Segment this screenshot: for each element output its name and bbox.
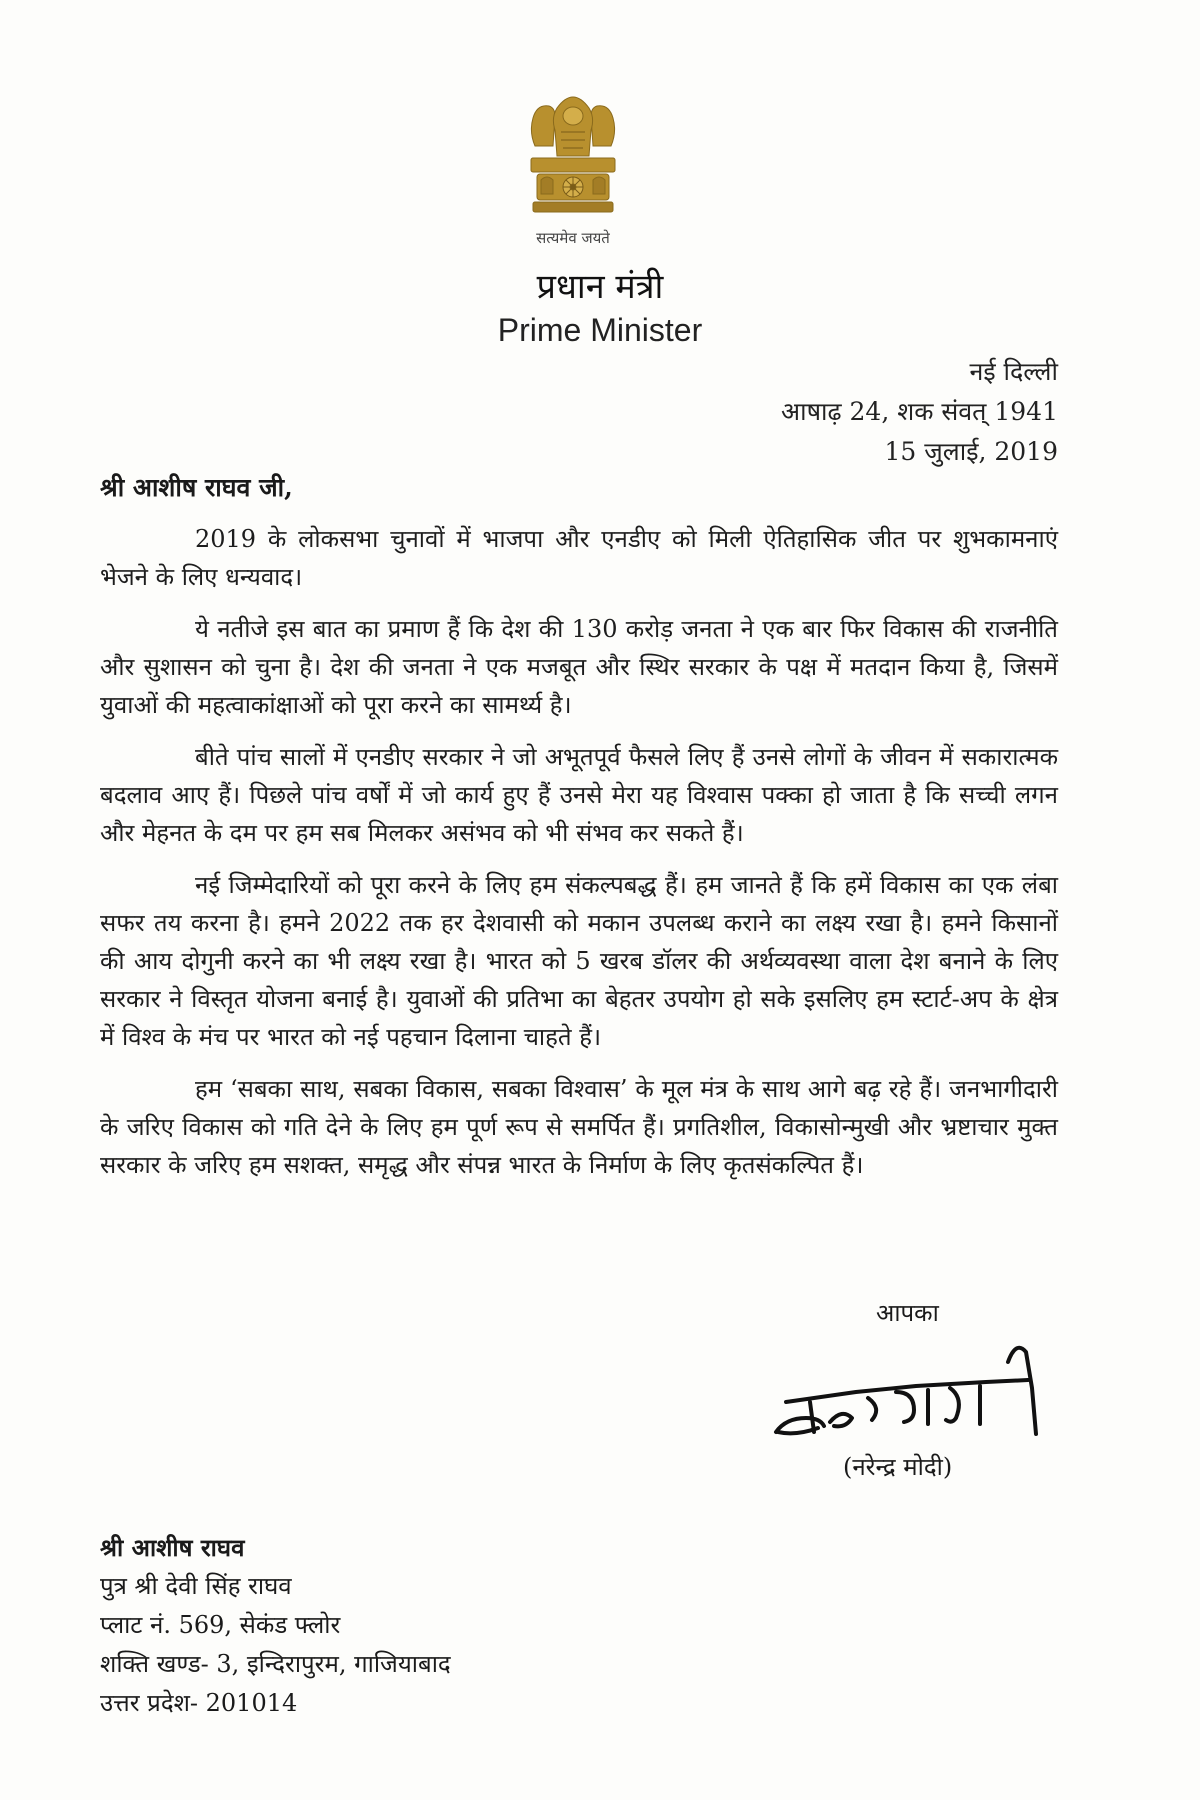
ashoka-lion-emblem-icon	[523, 88, 623, 228]
addressee-line: शक्ति खण्ड- 3, इन्दिरापुरम, गाजियाबाद	[100, 1650, 451, 1678]
paragraph: बीते पांच सालों में एनडीए सरकार ने जो अभूतपूर्व फैसले लिए हैं उनसे लोगों के जीवन में सकारात्मक बदलाव आए हैं। पिछले पांच वर्षों में जो कार्य हुए हैं उनसे मेरा यह विश्वास पक्का हो जाता है कि सच्ची लगन और मेहनत के दम पर हम सब मिलकर असंभव को भी संभव कर सकते हैं।	[100, 743, 1059, 847]
office-title-hindi: प्रधान मंत्री	[536, 267, 664, 307]
date-place: नई दिल्ली	[969, 357, 1058, 386]
salutation: श्री आशीष राघव जी,	[100, 473, 293, 502]
office-title-english: Prime Minister	[497, 312, 703, 348]
addressee-block	[100, 1528, 451, 1723]
addressee-name: श्री आशीष राघव	[100, 1533, 245, 1562]
addressee-line: प्लाट नं. 569, सेकंड फ्लोर	[100, 1611, 341, 1639]
emblem-motto: सत्यमेव जयते	[536, 229, 610, 247]
date-saka: आषाढ़ 24, शक संवत् 1941	[781, 397, 1058, 426]
paragraph: ये नतीजे इस बात का प्रमाण हैं कि देश की 130 करोड़ जनता ने एक बार फिर विकास की राजनीति और सुशासन को चुना है। देश की जनता ने एक मजबूत और स्थिर सरकार के पक्ष में मतदान किया है, जिसमें युवाओं की महत्वाकांक्षाओं को पूरा करने का सामर्थ्य है।	[100, 615, 1058, 719]
date-gregorian: 15 जुलाई, 2019	[884, 437, 1058, 466]
letter-body	[100, 520, 1058, 1198]
paragraph: नई जिम्मेदारियों को पूरा करने के लिए हम संकल्पबद्ध हैं। हम जानते हैं कि हमें विकास का एक लंबा सफर तय करना है। हमने 2022 तक हर देशवासी को मकान उपलब्ध कराने का लक्ष्य रखा है। हमने किसानों की आय दोगुनी करने का भी लक्ष्य रखा है। भारत को 5 खरब डॉलर की अर्थव्यवस्था वाला देश बनाने के लिए सरकार ने विस्तृत योजना बनाई है। युवाओं की प्रतिभा का बेहतर उपयोग हो सके इसलिए हम स्टार्ट-अप के क्षेत्र में विश्व के मंच पर भारत को नई पहचान दिलाना चाहते हैं।	[100, 871, 1058, 1051]
paragraph: 2019 के लोकसभा चुनावों में भाजपा और एनडीए को मिली ऐतिहासिक जीत पर शुभकामनाएं भेजने के लिए धन्यवाद।	[100, 525, 1058, 591]
date-block	[781, 352, 1058, 472]
addressee-line: पुत्र श्री देवी सिंह राघव	[100, 1572, 292, 1600]
signer-name: (नरेन्द्र मोदी)	[843, 1453, 953, 1481]
paragraph: हम ‘सबका साथ, सबका विकास, सबका विश्वास’ के मूल मंत्र के साथ आगे बढ़ रहे हैं। जनभागीदारी के जरिए विकास को गति देने के लिए हम पूर्ण रूप से समर्पित हैं। प्रगतिशील, विकासोन्मुखी और भ्रष्टाचार मुक्त सरकार के जरिए हम सशक्त, समृद्ध और संपन्न भारत के निर्माण के लिए कृतसंकल्पित हैं।	[100, 1075, 1058, 1179]
closing: आपका	[876, 1299, 939, 1327]
handwritten-signature-icon	[768, 1332, 1058, 1452]
addressee-line: उत्तर प्रदेश- 201014	[100, 1689, 298, 1717]
